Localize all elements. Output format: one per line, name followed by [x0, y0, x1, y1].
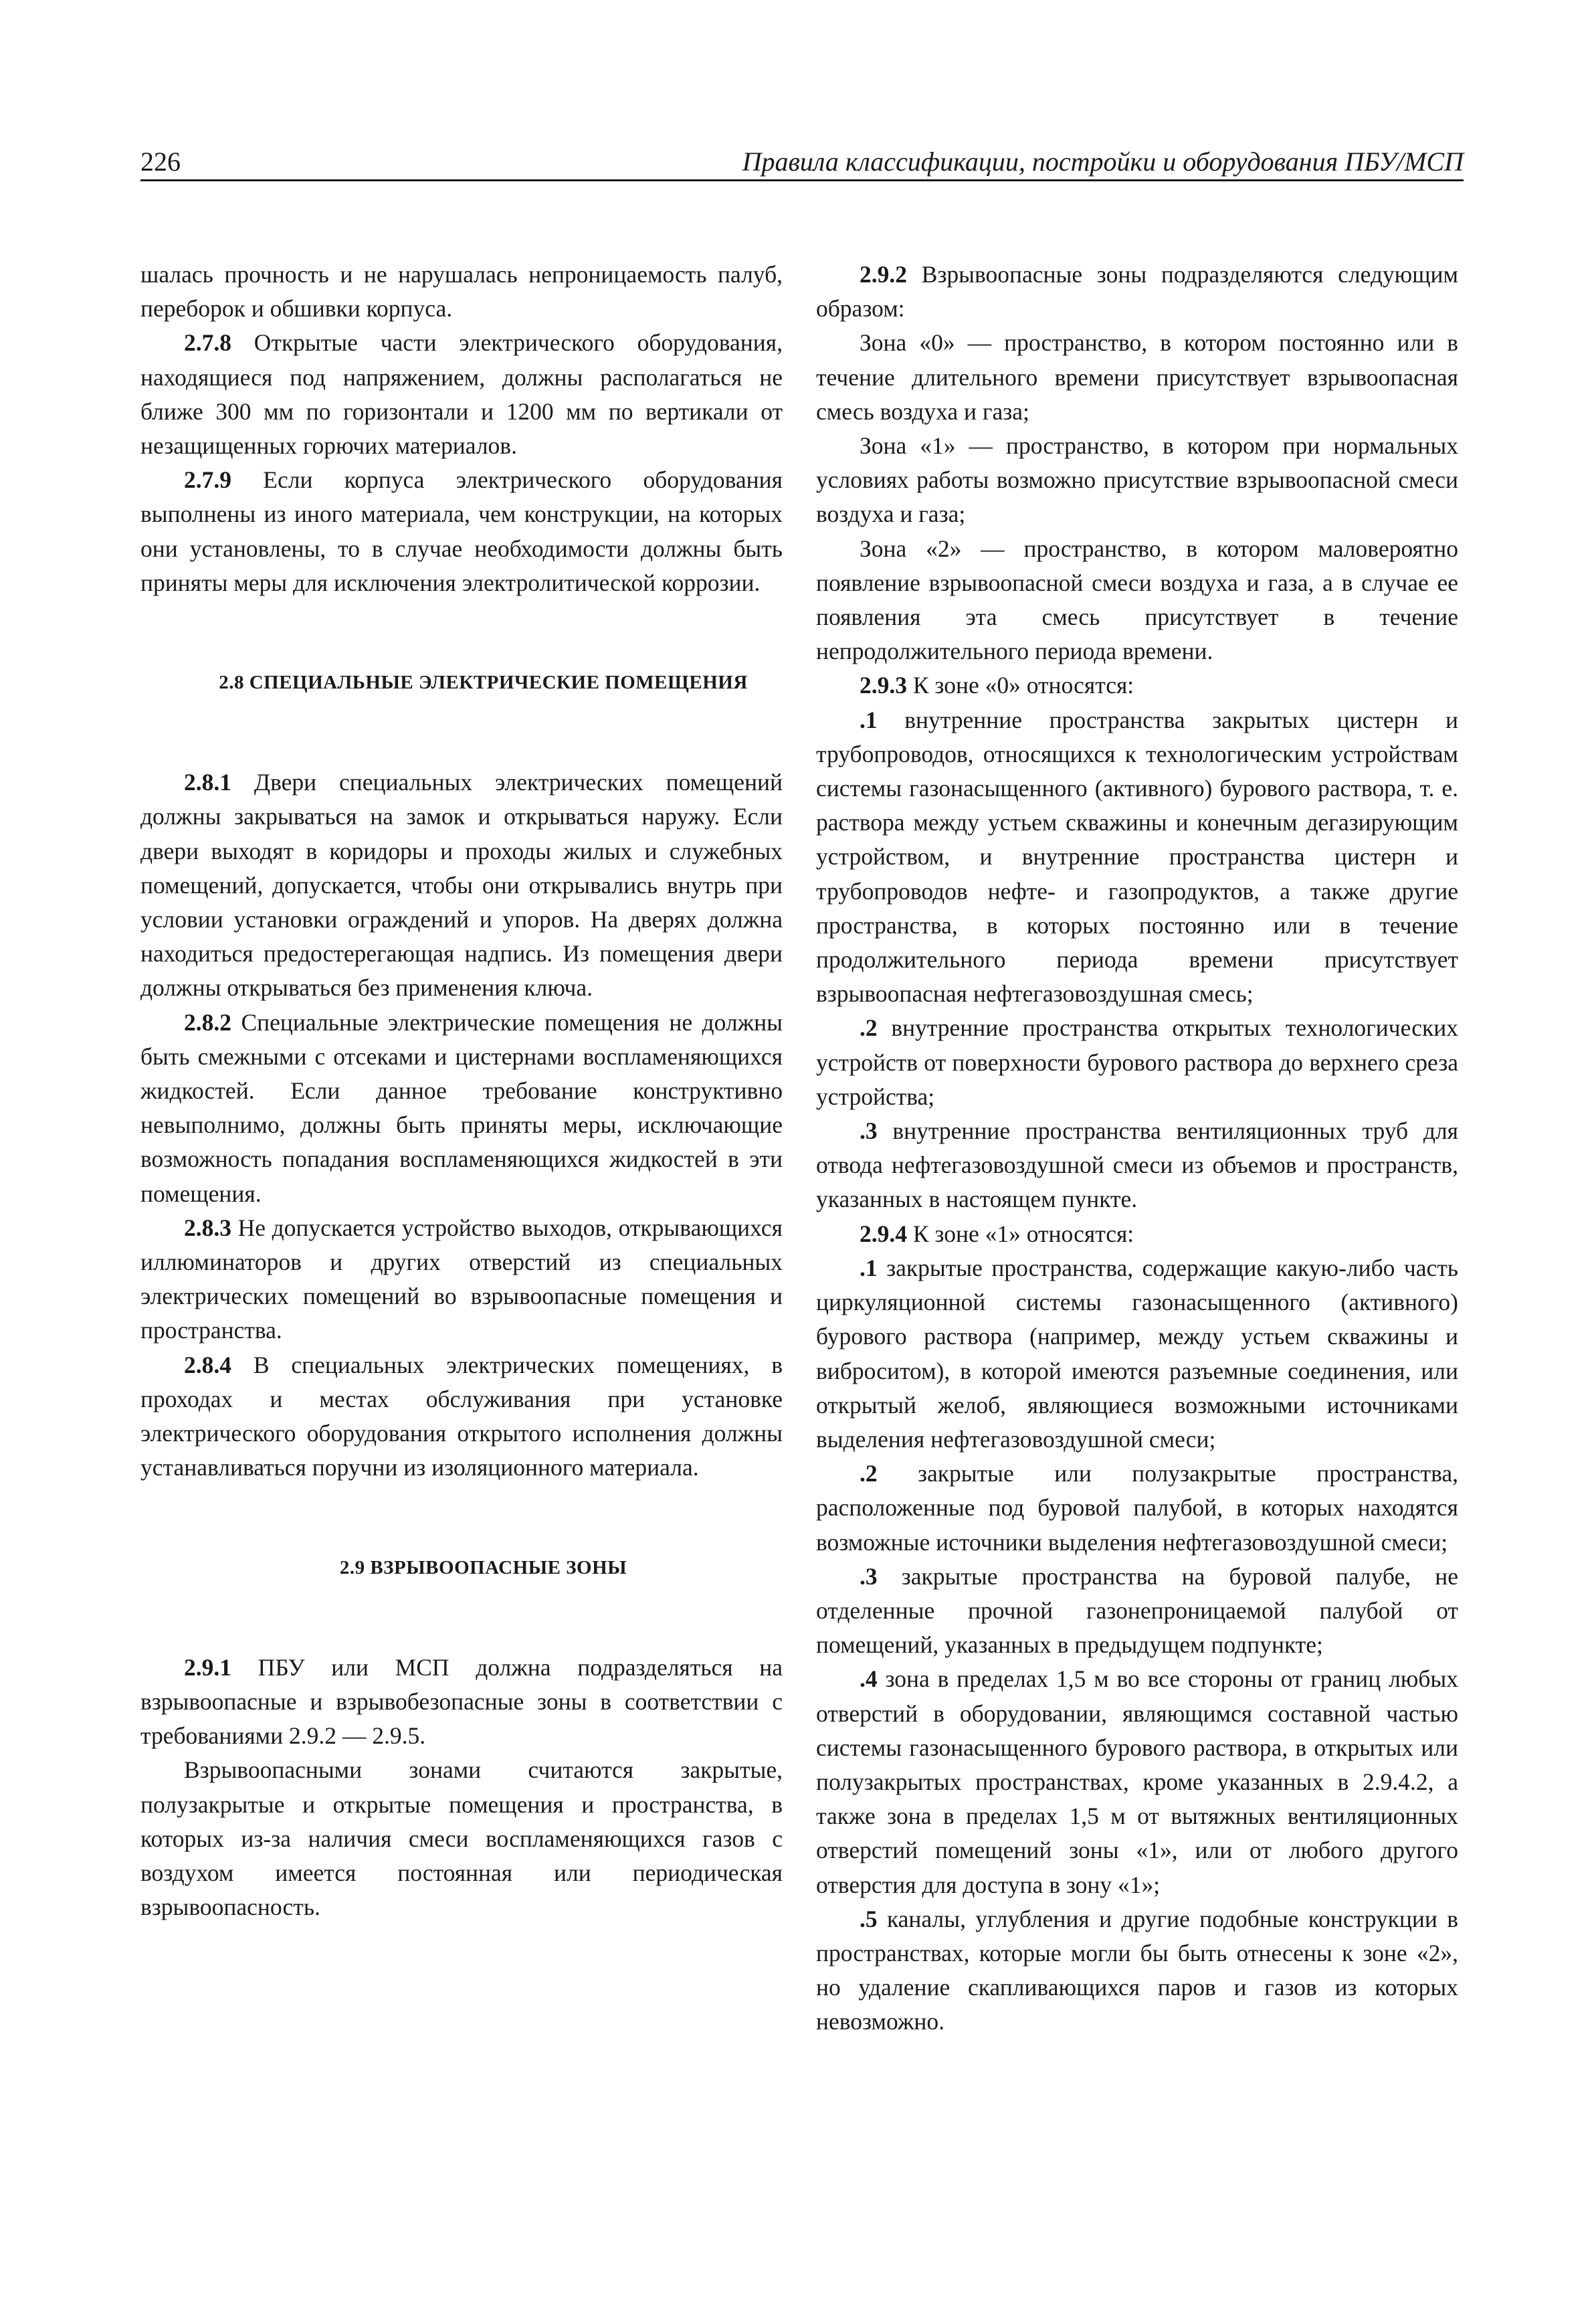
item-text: внутренние пространства закрытых цистерн и трубопроводов, относящихся к технологическим устройствам системы газонасыщенного (активного) бурового раствора, т. е. раствора между устьем скважины и конечным дегазирующим устройством, и внутренние пространства цистерн и трубопроводов нефте- и газопродуктов, а также другие пространства, в которых постоянно или в течение продолжительного периода времени присутствует взрывоопасная нефтегазовоздушная смесь; [816, 706, 1458, 1008]
item-text: каналы, углубления и другие подобные конструкции в пространствах, которые могли бы быть отнесены к зоне «2», но удаление скапливающихся паров и газов из которых невозможно. [816, 1905, 1458, 2035]
zone-0-definition: Зона «0» — пространство, в котором постоянно или в течение длительного времени присутствует взрывоопасная смесь воздуха и газа; [816, 329, 1458, 425]
clause-text: Специальные электрические помещения не должны быть смежными с отсеками и цистернами воспламеняющихся жидкостей. Если данное требование конструктивно невыполнимо, должны быть приняты меры, исключающие возможность попадания воспламеняющихся жидкостей в эти помещения. [140, 1008, 783, 1207]
clause-number: 2.7.9 [184, 466, 231, 494]
clause-text: ПБУ или МСП должна подразделяться на взрывоопасные и взрывобезопасные зоны в соответствии с требованиями 2.9.2 — 2.9.5. [140, 1653, 783, 1750]
item-number: .3 [860, 1117, 878, 1145]
zone-1-definition: Зона «1» — пространство, в котором при нормальных условиях работы возможно присутствие взрывоопасной смеси воздуха и газа; [816, 432, 1458, 528]
clause-number: 2.9.3 [860, 672, 907, 699]
item-text: внутренние пространства открытых технологических устройств от поверхности бурового раствора до верхнего среза устройства; [816, 1014, 1458, 1110]
clause-number: 2.8.3 [184, 1214, 231, 1241]
page-header [140, 139, 1464, 181]
paragraph-2-7-8 [140, 326, 783, 463]
zone-0-item-3 [816, 1114, 1458, 1217]
item-text: зона в пределах 1,5 м во все стороны от границ любых отверстий в оборудовании, являющимся составной частью системы газонасыщенного бурового раствора, в открытых или полузакрытых пространствах, кроме указанных в 2.9.4.2, а также зона в пределах 1,5 м от вытяжных вентиляционных отверстий помещений зоны «1», или от любого другого отверстия для доступа в зону «1»; [816, 1665, 1458, 1898]
clause-text: Не допускается устройство выходов, открывающихся иллюминаторов и других отверстий из специальных электрических помещений во взрывоопасные помещения и пространства. [140, 1214, 783, 1344]
paragraph-continuation: шалась прочность и не нарушалась непроницаемость палуб, переборок и обшивки корпуса. [140, 261, 783, 323]
item-number: .2 [860, 1014, 878, 1042]
zone-1-item-1 [816, 1251, 1458, 1457]
clause-text: К зоне «0» относятся: [907, 672, 1134, 699]
clause-text: Взрывоопасные зоны подразделяются следующим образом: [816, 261, 1458, 323]
item-number: .2 [860, 1460, 878, 1487]
clause-number: 2.9.2 [860, 261, 907, 288]
clause-text: К зоне «1» относятся: [907, 1220, 1134, 1247]
item-number: .3 [860, 1562, 878, 1590]
page-number: 226 [140, 147, 181, 177]
paragraph-2-9-2 [816, 258, 1458, 326]
clause-number: 2.7.8 [184, 329, 231, 357]
paragraph-2-8-4 [140, 1348, 783, 1485]
item-text: закрытые или полузакрытые пространства, расположенные под буровой палубой, в которых находятся возможные источники выделения нефтегазовоздушной смеси; [816, 1460, 1458, 1556]
paragraph-2-8-2 [140, 1006, 783, 1211]
clause-number: 2.9.1 [184, 1653, 231, 1681]
item-text: внутренние пространства вентиляционных труб для отвода нефтегазовоздушной смеси из объемов и пространств, указанных в настоящем пункте. [816, 1117, 1458, 1213]
section-heading-2-8: 2.8 СПЕЦИАЛЬНЫЕ ЭЛЕКТРИЧЕСКИЕ ПОМЕЩЕНИЯ [219, 672, 748, 694]
item-number: .5 [860, 1905, 878, 1932]
item-number: .1 [860, 706, 878, 733]
zone-0-item-2 [816, 1011, 1458, 1114]
zone-1-item-5 [816, 1902, 1458, 2039]
zone-2-definition: Зона «2» — пространство, в котором маловероятно появление взрывоопасной смеси воздуха и газа, а в случае ее появления эта смесь присутствует в течение непродолжительного периода времени. [816, 535, 1458, 665]
paragraph-2-9-4 [816, 1217, 1458, 1251]
paragraph-2-9-1 [140, 1651, 783, 1754]
clause-text: Двери специальных электрических помещений должны закрываться на замок и открываться наружу. Если двери выходят в коридоры и проходы жилых и служебных помещений, допускается, чтобы они открывались внутрь при условии установки ограждений и упоров. На дверях должна находиться предостерегающая надпись. Из помещения двери должны открываться без применения ключа. [140, 769, 783, 1002]
paragraph-2-7-9 [140, 463, 783, 600]
clause-number: 2.8.2 [184, 1008, 231, 1036]
zone-1-item-4 [816, 1662, 1458, 1902]
running-title: Правила классификации, постройки и оборудования ПБУ/МСП [742, 147, 1464, 177]
paragraph-2-8-1 [140, 765, 783, 1005]
clause-text: Открытые части электрического оборудования, находящиеся под напряжением, должны располагаться не ближе 300 мм по горизонтали и 1200 мм по вертикали от незащищенных горючих материалов. [140, 329, 783, 460]
item-text: закрытые пространства на буровой палубе, не отделенные прочной газонепроницаемой палубой от помещений, указанных в предыдущем подпункте; [816, 1562, 1458, 1659]
left-column [140, 258, 783, 1924]
zone-1-item-2 [816, 1457, 1458, 1560]
clause-number: 2.8.1 [184, 769, 231, 796]
clause-text: В специальных электрических помещениях, в проходах и местах обслуживания при установке электрического оборудования открытого исполнения должны устанавливаться поручни из изоляционного материала. [140, 1351, 783, 1481]
item-text: закрытые пространства, содержащие какую-либо часть циркуляционной системы газонасыщенного (активного) бурового раствора (например, между устьем скважины и виброситом), в которой имеются разъемные соединения, или открытый желоб, являющиеся возможными источниками выделения нефтегазовоздушной смеси; [816, 1254, 1458, 1453]
paragraph-2-9-3 [816, 668, 1458, 703]
clause-number: 2.8.4 [184, 1351, 231, 1378]
zone-0-item-1 [816, 703, 1458, 1012]
clause-number: 2.9.4 [860, 1220, 907, 1247]
item-number: .1 [860, 1254, 878, 1281]
zone-1-item-3 [816, 1560, 1458, 1663]
right-column [816, 258, 1458, 2039]
paragraph-2-8-3 [140, 1211, 783, 1348]
paragraph-hazard-definition: Взрывоопасными зонами считаются закрытые, полузакрытые и открытые помещения и пространства, в которых из-за наличия смеси воспламеняющихся газов с воздухом имеется постоянная или периодическая взрывоопасность. [140, 1756, 783, 1921]
clause-text: Если корпуса электрического оборудования выполнены из иного материала, чем конструкции, на которых они установлены, то в случае необходимости должны быть приняты меры для исключения электролитической коррозии. [140, 466, 783, 596]
item-number: .4 [860, 1665, 878, 1693]
section-heading-2-9: 2.9 ВЗРЫВООПАСНЫЕ ЗОНЫ [339, 1556, 627, 1578]
